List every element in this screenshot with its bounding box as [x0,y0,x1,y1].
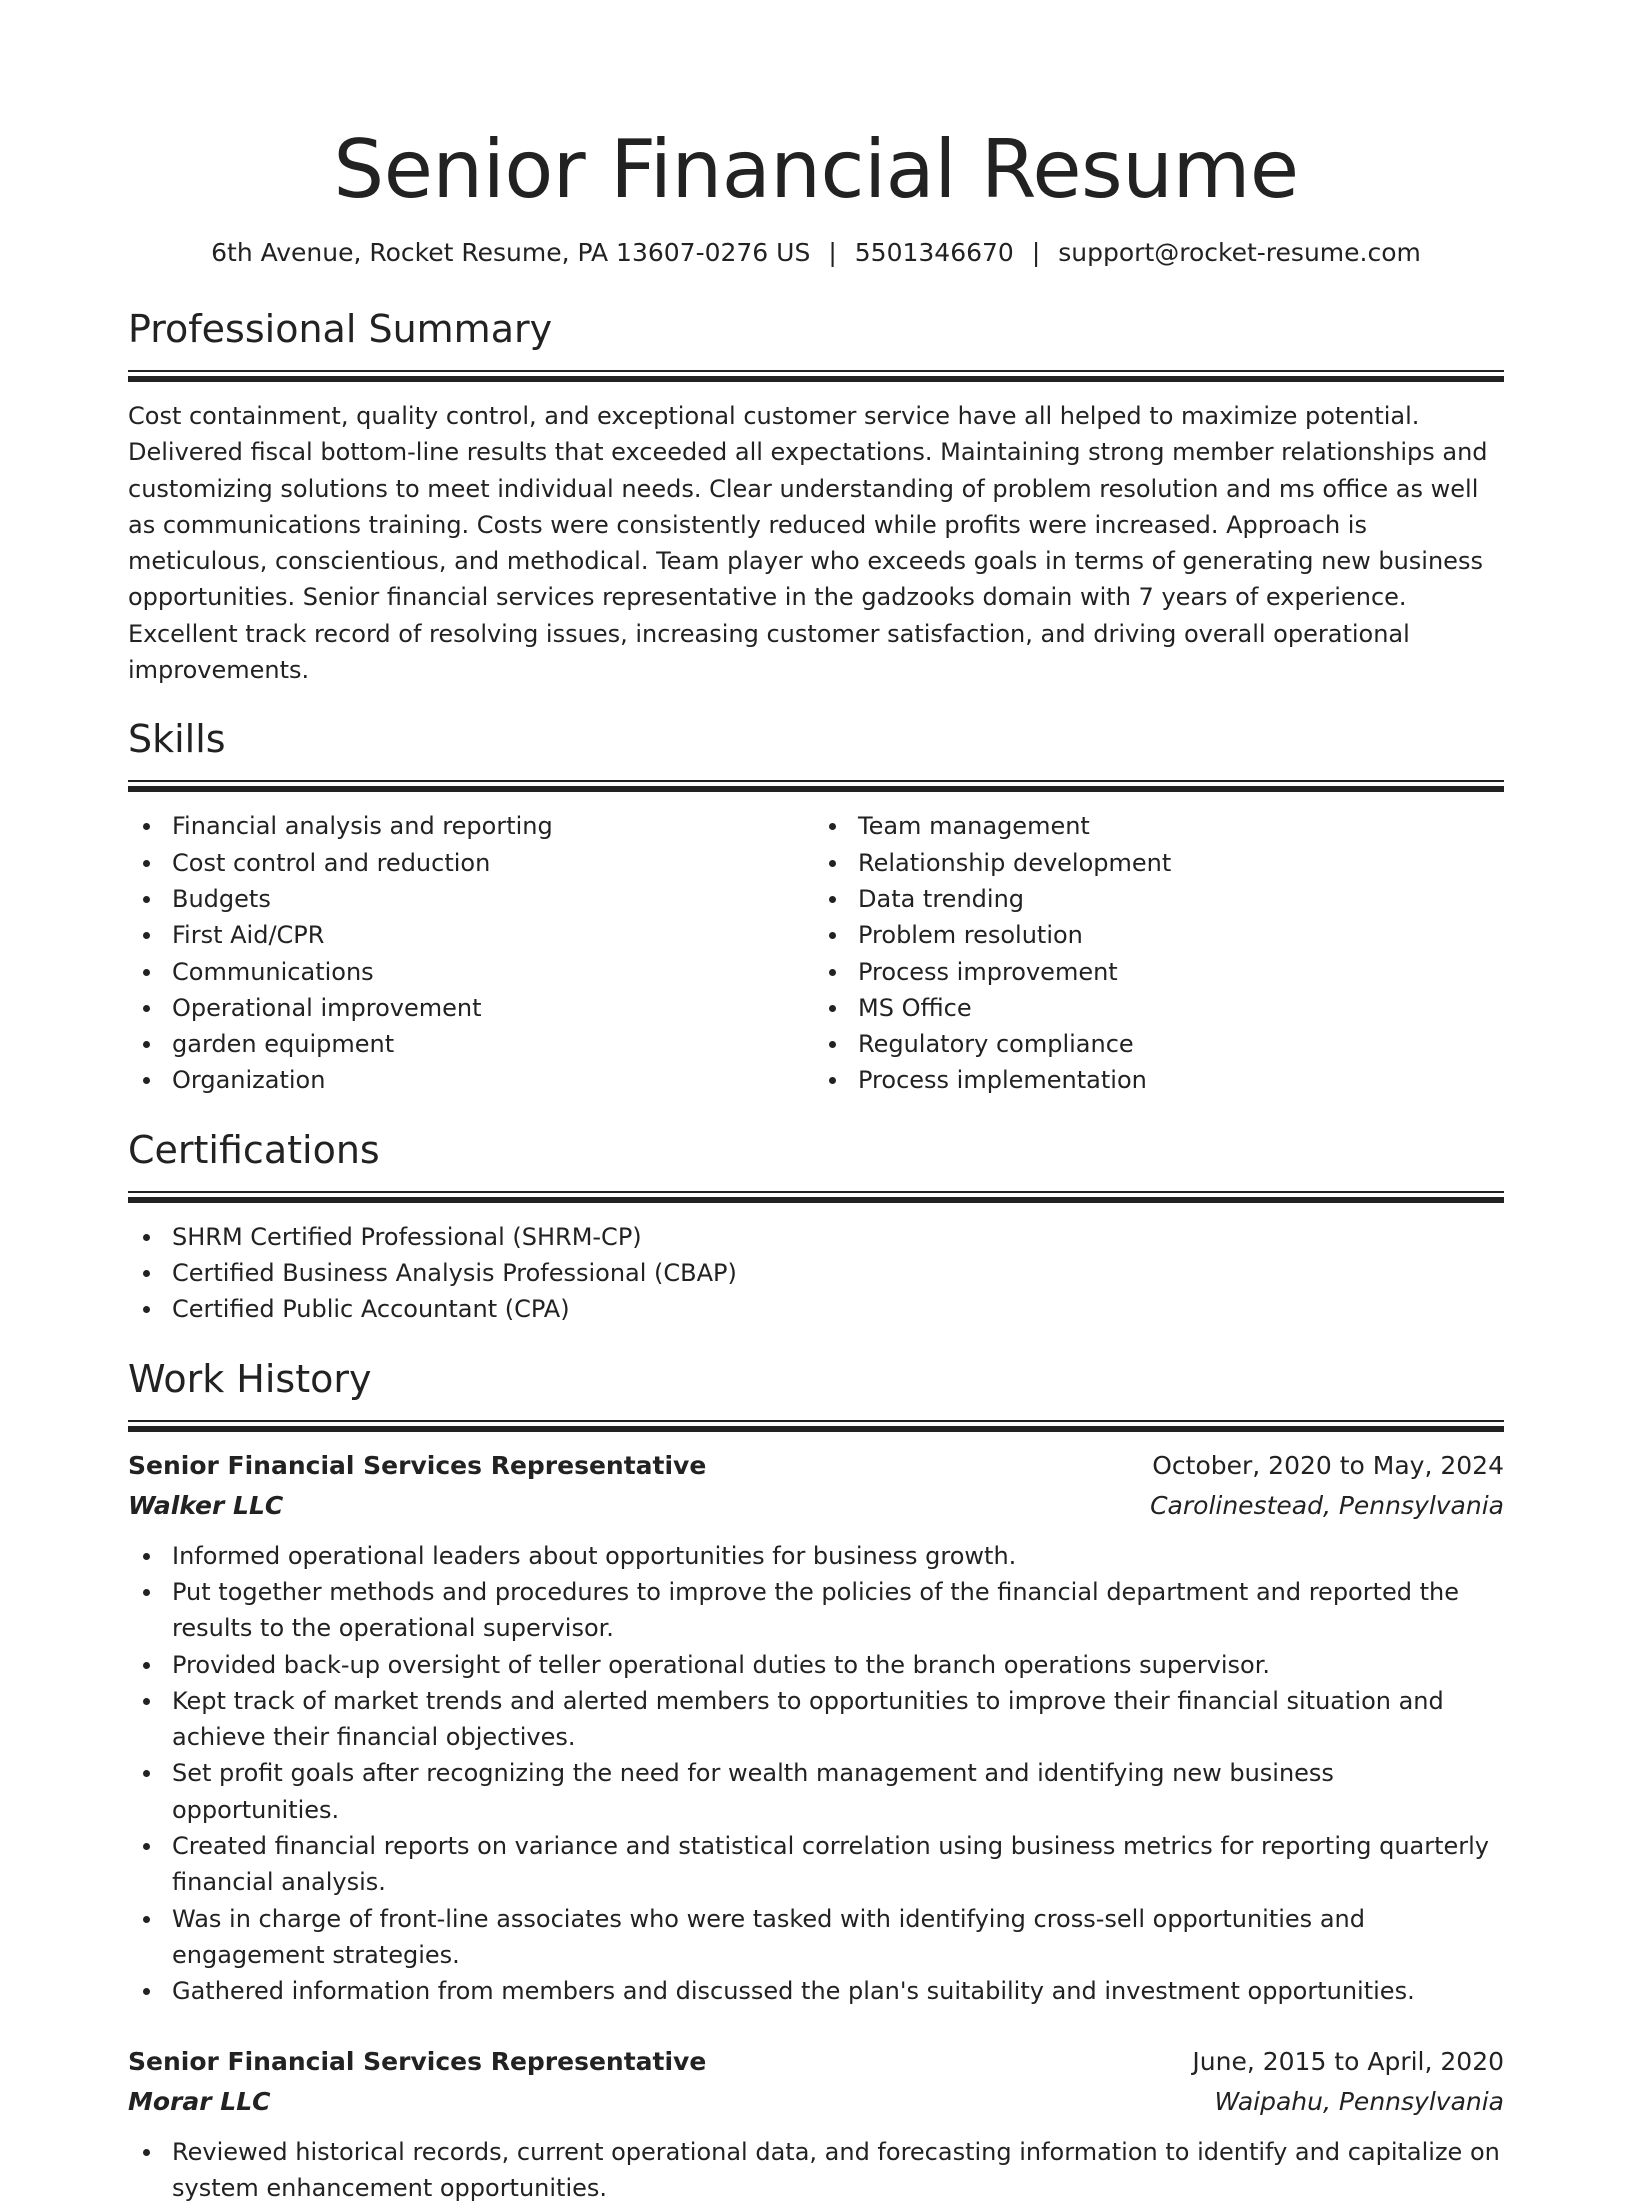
skills-list-right [816,808,1504,1098]
job-bullet: Gathered information from members and discussed the plan's suitability and investment opportunities. [172,1973,1504,2009]
skill-item: Regulatory compliance [858,1026,1504,1062]
skill-item: MS Office [858,990,1504,1026]
job-bullet: Informed operational leaders about opportunities for business growth. [172,1538,1504,1574]
skills-list-left [128,808,816,1098]
skill-item: Process improvement [858,954,1504,990]
contact-line [128,236,1504,270]
skill-item: garden equipment [172,1026,816,1062]
section-divider [128,780,1504,792]
job-bullet: Kept track of market trends and alerted members to opportunities to improve their financial situation and achieve their financial objectives. [172,1683,1504,1756]
certification-item: SHRM Certified Professional (SHRM-CP) [172,1219,1504,1255]
skill-item: Process implementation [858,1062,1504,1098]
skill-item: Data trending [858,881,1504,917]
certification-item: Certified Public Accountant (CPA) [172,1291,1504,1327]
job-header [128,1446,1504,1486]
skill-item: Operational improvement [172,990,816,1026]
job-subheader [128,1486,1504,1526]
job-subheader [128,2082,1504,2122]
contact-email: support@rocket-resume.com [1058,238,1421,267]
skills-left-column [128,808,816,1098]
job-bullets [128,2134,1504,2206]
resume-title: Senior Financial Resume [128,0,1504,222]
job-bullets [128,1538,1504,2010]
job-company: Morar LLC [128,2082,271,2122]
certifications-heading: Certifications [128,1125,1504,1175]
job-bullet: Set profit goals after recognizing the need for wealth management and identifying new business opportunities. [172,1755,1504,1828]
skills-right-column [816,808,1504,1098]
job-location: Carolinestead, Pennsylvania [1150,1486,1504,1526]
job-title: Senior Financial Services Representative [128,2042,706,2082]
job-bullet: Reviewed historical records, current operational data, and forecasting information to identify and capitalize on system enhancement opportunities. [172,2134,1504,2206]
skills-heading: Skills [128,714,1504,764]
job-dates: June, 2015 to April, 2020 [1192,2042,1504,2082]
skills-section [128,714,1504,1098]
contact-separator: | [828,236,836,270]
job-company: Walker LLC [128,1486,283,1526]
skill-item: Communications [172,954,816,990]
job-location: Waipahu, Pennsylvania [1214,2082,1504,2122]
work-history-heading: Work History [128,1354,1504,1404]
skill-item: Problem resolution [858,917,1504,953]
certification-item: Certified Business Analysis Professional (CBAP) [172,1255,1504,1291]
contact-address: 6th Avenue, Rocket Resume, PA 13607-0276 US [211,238,810,267]
skill-item: Cost control and reduction [172,845,816,881]
job-header [128,2042,1504,2082]
job-bullet: Was in charge of front-line associates who were tasked with identifying cross-sell opportunities and engagement strategies. [172,1901,1504,1974]
work-history-section [128,1354,1504,2206]
job-bullet: Provided back-up oversight of teller operational duties to the branch operations supervisor. [172,1647,1504,1683]
contact-phone: 5501346670 [855,238,1014,267]
contact-separator: | [1032,236,1040,270]
section-divider [128,1420,1504,1432]
job-bullet: Created financial reports on variance and statistical correlation using business metrics for reporting quarterly financial analysis. [172,1828,1504,1901]
certifications-section [128,1125,1504,1328]
skill-item: First Aid/CPR [172,917,816,953]
skills-columns [128,808,1504,1098]
skill-item: Team management [858,808,1504,844]
certifications-list [128,1219,1504,1328]
section-divider [128,1191,1504,1203]
summary-section [128,304,1504,688]
summary-text: Cost containment, quality control, and exceptional customer service have all helped to maximize potential. Delivered fiscal bottom-line results that exceeded all expectations. Maintaining strong member relationships and customizing solutions to meet individual needs. Clear understanding of problem resolution and ms office as well as communications training. Costs were consistently reduced while profits were increased. Approach is meticulous, conscientious, and methodical. Team player who exceeds goals in terms of generating new business opportunities. Senior financial services representative in the gadzooks domain with 7 years of experience. Excellent track record of resolving issues, increasing customer satisfaction, and driving overall operational improvements. [128,398,1504,688]
job-bullet: Put together methods and procedures to improve the policies of the financial department and reported the results to the operational supervisor. [172,1574,1504,1647]
skill-item: Relationship development [858,845,1504,881]
job-entry [128,1446,1504,2010]
section-divider [128,370,1504,382]
job-dates: October, 2020 to May, 2024 [1152,1446,1504,1486]
skill-item: Budgets [172,881,816,917]
job-entry [128,2042,1504,2206]
skill-item: Financial analysis and reporting [172,808,816,844]
job-title: Senior Financial Services Representative [128,1446,706,1486]
skill-item: Organization [172,1062,816,1098]
summary-heading: Professional Summary [128,304,1504,354]
